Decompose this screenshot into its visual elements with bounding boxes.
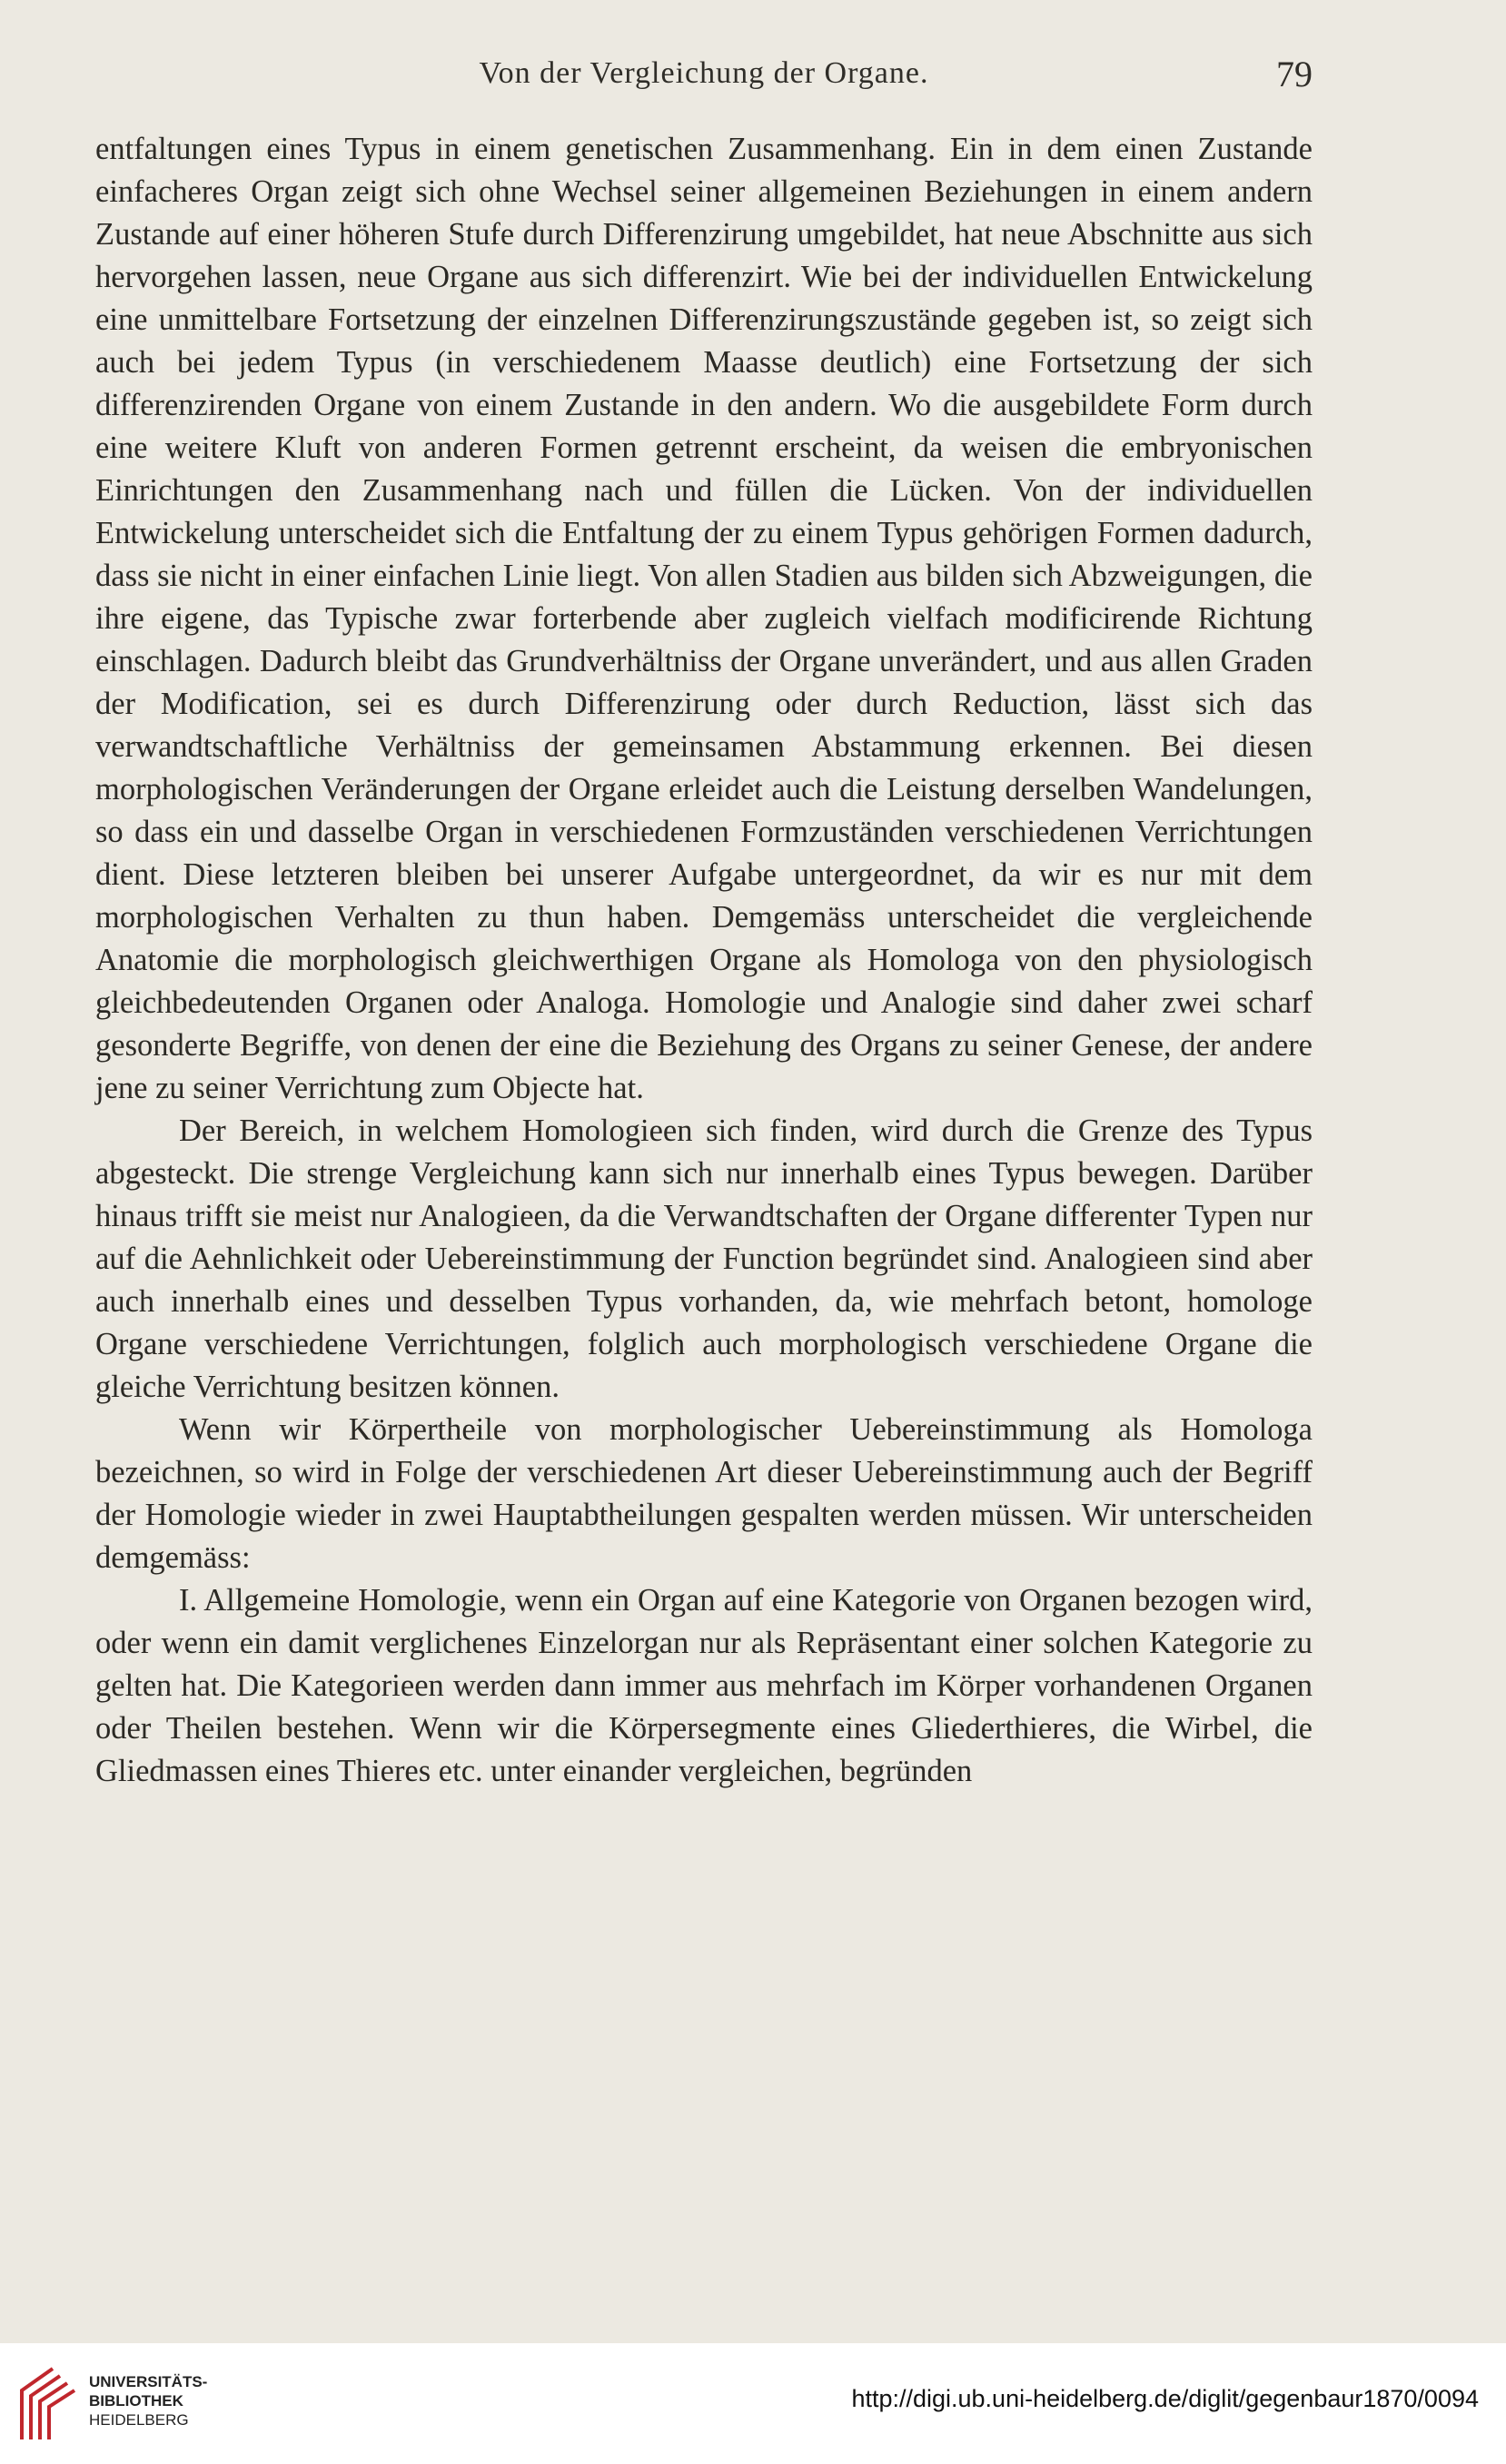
running-title: Von der Vergleichung der Organe. (479, 56, 929, 90)
library-name (89, 2372, 207, 2429)
library-name-line3: HEIDELBERG (89, 2411, 189, 2429)
footer (0, 2343, 1506, 2464)
paragraph-1: entfaltungen eines Typus in einem genetischen Zusammenhang. Ein in dem einen Zustande einfacheres Organ zeigt sich ohne Wechsel seiner allgemeinen Beziehungen in einem andern Zustande auf einer höheren Stufe durch Differenzirung umgebildet, hat neue Abschnitte aus sich hervorgehen lassen, neue Organe aus sich differenzirt. Wie bei der individuellen Entwickelung eine unmittelbare Fortsetzung der einzelnen Differenzirungszustände gegeben ist, so zeigt sich auch bei jedem Typus (in verschiedenem Maasse deutlich) eine Fortsetzung der sich differenzirenden Organe von einem Zustande in den andern. Wo die ausgebildete Form durch eine weitere Kluft von anderen Formen getrennt erscheint, da weisen die embryonischen Einrichtungen den Zusammenhang nach und füllen die Lücken. Von der individuellen Entwickelung unterscheidet sich die Entfaltung der zu einem Typus gehörigen Formen dadurch, dass sie nicht in einer einfachen Linie liegt. Von allen Stadien aus bilden sich Abzweigungen, die ihre eigene, das Typische zwar forterbende aber zugleich vielfach modificirende Richtung einschlagen. Dadurch bleibt das Grundverhältniss der Organe unverändert, und aus allen Graden der Modification, sei es durch Differenzirung oder durch Reduction, lässt sich das verwandtschaftliche Verhältniss der gemeinsamen Abstammung erkennen. Bei diesen morphologischen Veränderungen der Organe erleidet auch die Leistung derselben Wandelungen, so dass ein und dasselbe Organ in verschiedenen Formzuständen verschiedenen Verrichtungen dient. Diese letzteren bleiben bei unserer Aufgabe untergeordnet, da wir es nur mit dem morphologischen Verhalten zu thun haben. Demgemäss unterscheidet die vergleichende Anatomie die morphologisch gleichwerthigen Organe als Homologa von den physiologisch gleichbedeutenden Organen oder Analoga. Homologie und Analogie sind daher zwei scharf gesonderte Begriffe, von denen der eine die Beziehung des Organs zu seiner Genese, der andere jene zu seiner Verrichtung zum Objecte hat. (95, 132, 1313, 1105)
paragraph-2: Der Bereich, in welchem Homologieen sich finden, wird durch die Grenze des Typus abgesteckt. Die strenge Vergleichung kann sich nur innerhalb eines Typus bewegen. Darüber hinaus trifft sie meist nur Analogieen, da die Verwandtschaften der Organe differenter Typen nur auf die Aehnlichkeit oder Uebereinstimmung der Function begründet sind. Analogieen sind aber auch innerhalb eines und desselben Typus vorhanden, da, wie mehrfach betont, homologe Organe verschiedene Verrichtungen, folglich auch morphologisch verschiedene Organe die gleiche Verrichtung besitzen können. (95, 1113, 1313, 1404)
library-name-line1: UNIVERSITÄTS- (89, 2373, 208, 2390)
library-logo-icon (16, 2363, 82, 2445)
paragraph-4: I. Allgemeine Homologie, wenn ein Organ auf eine Kategorie von Organen bezogen wird, oder wenn ein damit verglichenes Einzelorgan nur als Repräsentant einer solchen Kategorie zu gelten hat. Die Kategorieen werden dann immer aus mehrfach im Körper vorhandenen Organen oder Theilen bestehen. Wenn wir die Körpersegmente eines Gliederthieres, die Wirbel, die Gliedmassen eines Thieres etc. unter einander vergleichen, begründen (95, 1583, 1313, 1788)
page-number: 79 (1276, 54, 1313, 94)
page-header (95, 47, 1313, 102)
paragraph-3: Wenn wir Körpertheile von morphologischer Uebereinstimmung als Homologa bezeichnen, so wird in Folge der verschiedenen Art dieser Uebereinstimmung auch der Begriff der Homologie wieder in zwei Hauptabtheilungen gespalten werden müssen. Wir unterscheiden demgemäss: (95, 1412, 1313, 1575)
body-text (95, 128, 1313, 1793)
source-url-link[interactable]: http://digi.ub.uni-heidelberg.de/diglit/gegenbaur1870/0094 (851, 2385, 1479, 2412)
library-name-line2: BIBLIOTHEK (89, 2392, 183, 2410)
